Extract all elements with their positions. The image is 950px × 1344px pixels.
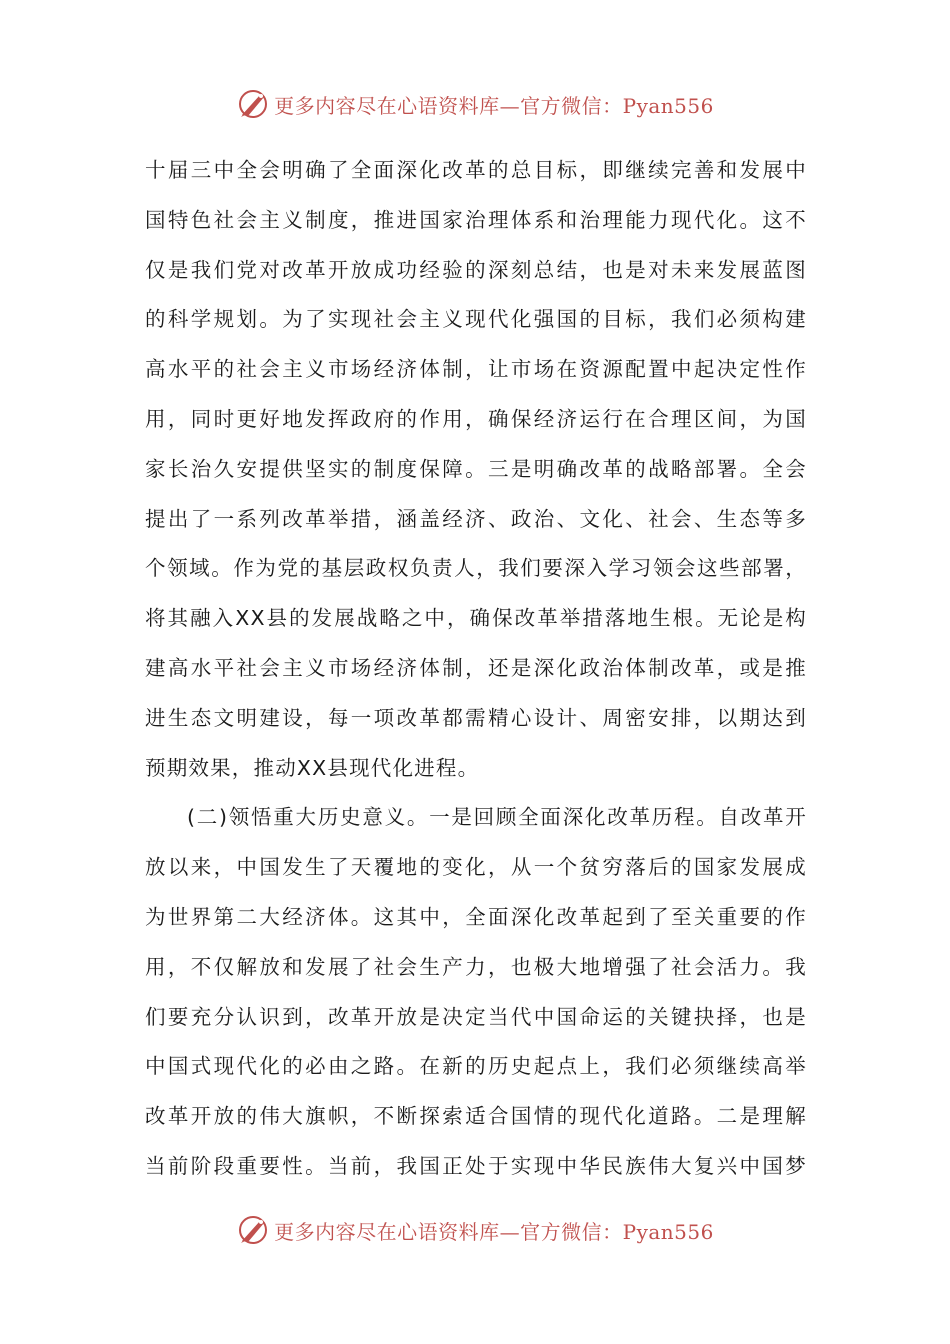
text-line: 们要充分认识到，改革开放是决定当代中国命运的关键抉择，也是 — [145, 1004, 807, 1029]
text-line: 十届三中全会明确了全面深化改革的总目标，即继续完善和发展中 — [145, 158, 807, 182]
text-line: 当前阶段重要性。当前，我国正处于实现中华民族伟大复兴中国梦 — [145, 1153, 807, 1178]
header-watermark — [0, 84, 950, 124]
text-line: 国特色社会主义制度，推进国家治理体系和治理能力现代化。这不 — [145, 207, 807, 232]
text-line: 将其融入XX县的发展战略之中，确保改革举措落地生根。无论是构 — [145, 606, 807, 631]
footer-watermark — [0, 1210, 950, 1250]
text-line: 仅是我们党对改革开放成功经验的深刻总结，也是对未来发展蓝图 — [145, 257, 807, 282]
text-line: 用，同时更好地发挥政府的作用，确保经济运行在合理区间，为国 — [145, 406, 807, 431]
text-line: 的科学规划。为了实现社会主义现代化强国的目标，我们必须构建 — [145, 307, 807, 332]
pen-nib-circle-icon — [236, 1213, 270, 1247]
watermark-text: 更多内容尽在心语资料库—官方微信：Pyan556 — [274, 93, 714, 118]
text-line: 进生态文明建设，每一项改革都需精心设计、周密安排，以期达到 — [145, 705, 807, 730]
text-line: 为世界第二大经济体。这其中，全面深化改革起到了至关重要的作 — [145, 904, 807, 929]
text-line: 中国式现代化的必由之路。在新的历史起点上，我们必须继续高举 — [145, 1054, 807, 1079]
text-line: 用，不仅解放和发展了社会生产力，也极大地增强了社会活力。我 — [145, 954, 807, 979]
text-line: 提出了一系列改革举措，涵盖经济、政治、文化、社会、生态等多 — [145, 506, 807, 531]
text-line: 个领域。作为党的基层政权负责人，我们要深入学习领会这些部署， — [145, 556, 807, 581]
document-body — [145, 146, 807, 1192]
paragraph-1 — [145, 146, 807, 793]
text-line: 家长治久安提供坚实的制度保障。三是明确改革的战略部署。全会 — [145, 456, 807, 481]
text-line: 放以来，中国发生了天覆地的变化，从一个贫穷落后的国家发展成 — [145, 855, 807, 880]
text-line: 改革开放的伟大旗帜，不断探索适合国情的现代化道路。二是理解 — [145, 1104, 807, 1129]
text-line: 建高水平社会主义市场经济体制，还是深化政治体制改革，或是推 — [145, 655, 807, 680]
watermark-text: 更多内容尽在心语资料库—官方微信：Pyan556 — [274, 1219, 714, 1244]
text-line: 高水平的社会主义市场经济体制，让市场在资源配置中起决定性作 — [145, 357, 807, 382]
paragraph-2 — [145, 793, 807, 1191]
text-line: 预期效果，推动XX县现代化进程。 — [145, 755, 480, 780]
pen-nib-circle-icon — [236, 87, 270, 121]
text-line: (二)领悟重大历史意义。一是回顾全面深化改革历程。自改革开 — [187, 805, 807, 830]
